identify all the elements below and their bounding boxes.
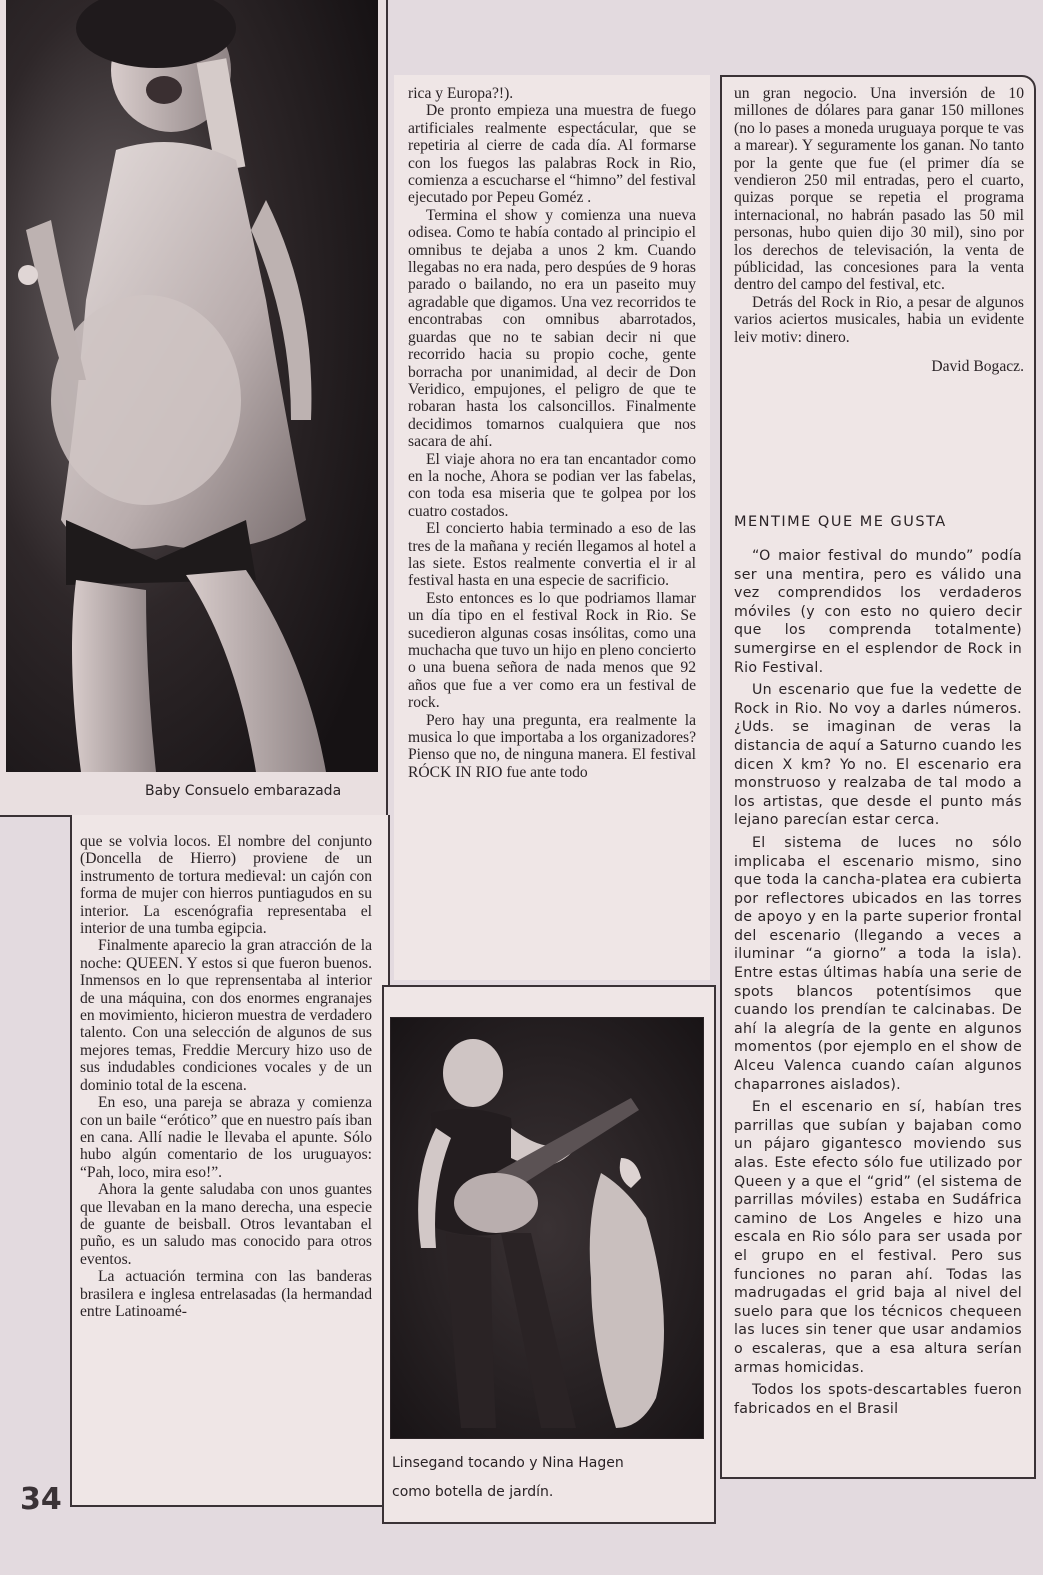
col2-paragraph: Termina el show y comienza una nueva odisea. Como te había contado al principio el omnibus te dejaba a unos 2 km. Cuando llegabas no era nada, pero despúes de 9 horas parado o bailando, no era un paseito muy agradable que digamos. Una vez recorridos te encontrabas con omnibus abarrotados, guardas que no te sabian decir ni que recorrido hacia su propio coche, gente borracha por unanimidad, al decir de Don Veridico, empujones, el peligro de que te robaran hasta los calsoncillos. Finalmente decidimos tomarnos cualquiera que nos sacara de ahí. [408,206,696,451]
col1-paragraph: que se volvia locos. El nombre del conjunto (Doncella de Hierro) proviene de un instrumento de tortura medieval: un cajón con forma de mujer con hierros puntiagudos en su interior. La escenógrafia representaba el interior de una tumba egipcia. [80,833,372,938]
column-1-text [80,833,372,1320]
col1-paragraph: En eso, una pareja se abraza y comienza con un baile “erótico” que en nuestro país iban en cana. Allí nadie le llevaba el apunte. Sólo hubo algún comentario de los uruguayos: “Pah, loco, mira eso!”. [80,1094,372,1181]
col3-paragraph: Detrás del Rock in Rio, a pesar de algunos varios aciertos musicales, habia un evidente leiv motiv: dinero. [734,293,1024,346]
photo-linsegand [390,1017,704,1439]
sidebar-paragraph: El sistema de luces no sólo implicaba el escenario mismo, sino que toda la cancha-platea era cubierta por reflectores ubicados en las torres de apoyo y en la parte superior frontal del escenario (llegando a veces a iluminar “a giorno” a toda la isla). Entre estas últimas había una serie de spots blancos potentísimos que cuando los prendían te calcinabas. De ahí la alegría de la gente en algunos momentos (por ejemplo en el show de Alceu Valenca cuando caían algunos chaparrones aislados). [734,834,1022,1093]
col1-paragraph: Ahora la gente saludaba con unos guantes que llevaban en la mano derecha, una especie de guante de beisball. Otros levantaban el puño, es un saludo mas conocido para otros eventos. [80,1181,372,1268]
column-3-text [734,85,1024,391]
photo2-caption-line2: como botella de jardín. [392,1484,554,1500]
column-1-text-box [70,815,390,1507]
photo-linsegand-image [391,1018,703,1438]
col2-paragraph: El concierto habia terminado a eso de las tres de la mañana y recién llegamos al hotel a las siete. Estos realmente convertia el ir al festival hasta en una especie de sacrificio. [408,520,696,590]
photo-panel-left [0,0,388,817]
col2-paragraph: El viaje ahora no era tan encantador como en la noche, Ahora se podian ver las fabelas, con toda esa miseria que te golpea por los cuatro costados. [408,450,696,520]
col1-paragraph: Finalmente aparecio la gran atracción de la noche: QUEEN. Y estos si que fueron buenos. Inmensos en lo que reprensentaba al interior de una máquina, con dos enormes engranajes en movimiento, hicieron muestra de verdadero talento. Con una selección de algunos de sus mejores temas, Freddie Mercury hizo uso de sus indudables condiciones vocales y de un dominio total de la escena. [80,937,372,1094]
sidebar-paragraph: Todos los spots-descartables fueron fabricados en el Brasil [734,1382,1022,1417]
page-number: 34 [20,1482,62,1517]
column-2-text-box [394,75,710,980]
sidebar-paragraph: Un escenario que fue la vedette de Rock in Rio. No voy a darles números. ¿Uds. se imaginan de veras la distancia de aquí a Saturno cuando les dicen X km? Yo no. El escenario era monstruoso y realzaba de tal modo a los artistas, que desde el punto más lejano parecían estar cerca. [734,682,1022,829]
sidebar-heading: MENTIME QUE ME GUSTA [734,514,947,530]
column-2-text [408,85,696,781]
col1-paragraph: La actuación termina con las banderas brasilera e inglesa entrelasadas (la hermandad entre Latinoamé- [80,1268,372,1320]
sidebar-paragraph: En el escenario en sí, habían tres parrillas que subían y bajaban como un pájaro gigantesco moviendo sus alas. Este efecto sólo fue utilizado por Queen y a que el “grid” (el sistema de parrillas móviles) estaba en Sudáfrica camino de Los Angeles e hizo una escala en Rio sólo para ser usada por el grupo en el festival. Pero sus funciones no paran ahí. Todas las madrugadas el grid baja al nivel del suelo para que los técnicos chequeen las luces sin tener que usar andamios o escaleras, que a esa altura serían armas homicidas. [734,1099,1022,1376]
photo-panel-bottom [382,985,716,1524]
col2-paragraph: rica y Europa?!). [408,85,514,102]
col2-paragraph: De pronto empieza una muestra de fuego artificiales realmente espectácular, que se repetiria al cierre de cada día. Al formarse con los fuegos las palabras Rock in Rio, comienza a escucharse el “himno” del festival ejecutado por Pepeu Goméz . [408,102,696,207]
sidebar-paragraph: “O maior festival do mundo” podía ser una mentira, pero es válido una vez comprendidos los verdaderos móviles (y con esto no quiero decir que los comprenda totalmente) sumergirse en el esplendor de Rock in Rio Festival. [734,548,1022,676]
col2-paragraph: Esto entonces es lo que podriamos llamar un día tipo en el festival Rock in Rio. Se sucedieron algunas cosas insólitas, como una muchacha que tuvo un hijo en pleno concierto o una buena señora de nada menos que 92 años que fue a ver como era un festival de rock. [408,589,696,712]
photo-baby-consuelo [6,0,378,772]
photo2-caption-line1: Linsegand tocando y Nina Hagen [392,1455,624,1471]
col2-paragraph: Pero hay una pregunta, era realmente la musica lo que importaba a los organizadores? Pienso que no, de ninguna manera. El festival RÓCK IN RIO fue ante todo [408,711,696,781]
photo1-caption: Baby Consuelo embarazada [145,783,342,799]
article-signature: David Bogacz. [931,358,1024,376]
sidebar-text [734,547,1022,1418]
photo-baby-consuelo-image [6,0,378,772]
col3-paragraph: un gran negocio. Una inversión de 10 millones de dólares para ganar 150 millones (no lo pases a moneda uruguaya porque te vas a marear). Y seguramente los ganan. No tanto por la gente que fue (el primer día se vendieron 250 mil entradas, pero el cuarto, quizas porque se repetia el programa internacional, no habrán pasado las 50 mil personas, hubo quien dijo 30 mil), sino por los derechos de televisación, la venta de públicidad, las concesiones para la venta dentro del campo del festival, etc. [734,85,1024,294]
column-3-panel [720,75,1036,1479]
